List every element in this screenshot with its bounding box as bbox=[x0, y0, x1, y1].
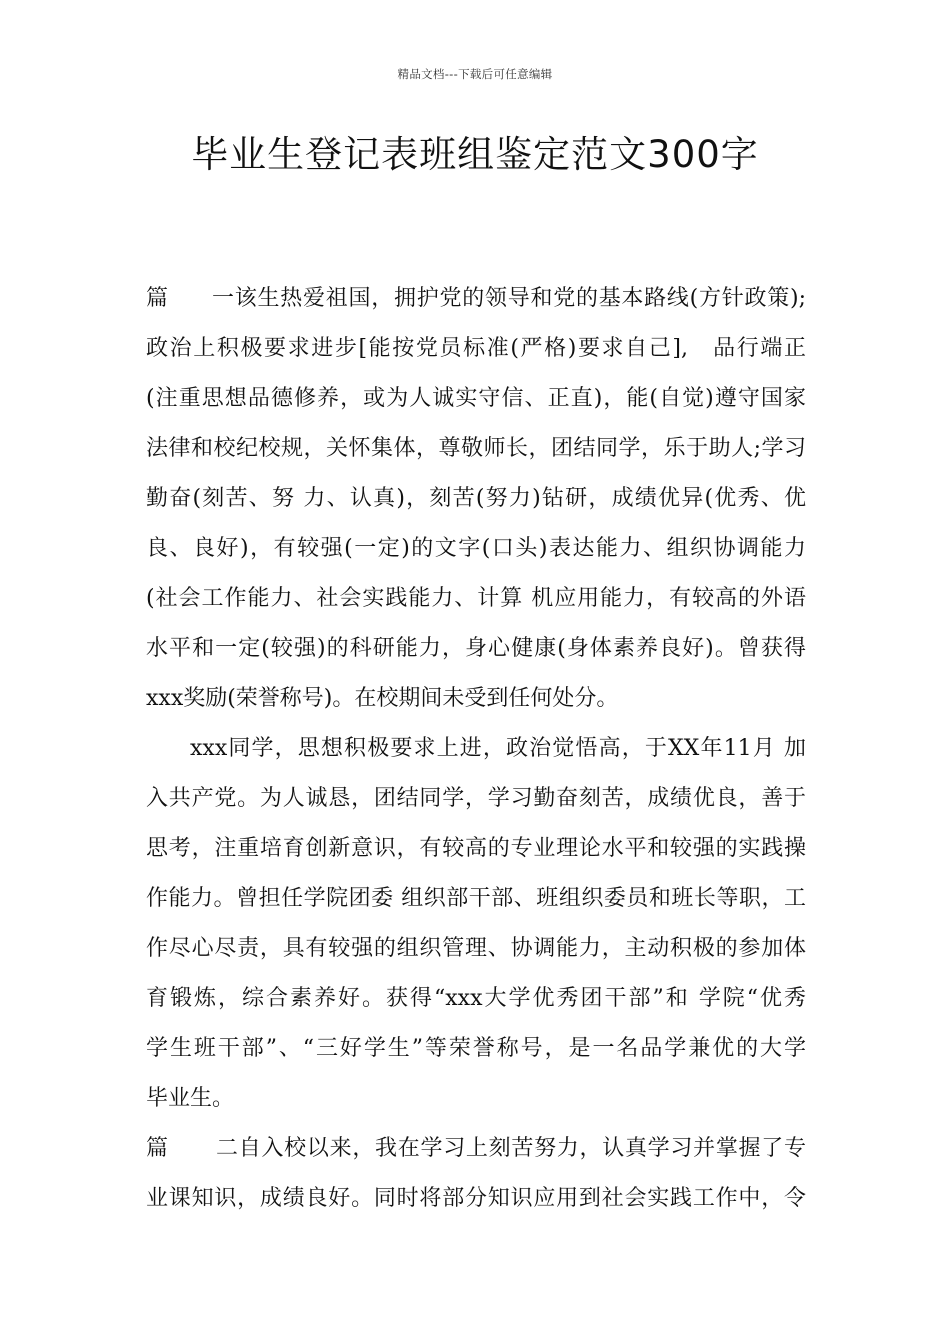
paragraph-line: 入共产党。为人诚恳，团结同学，学习勤奋刻苦，成绩优良，善于 bbox=[146, 786, 806, 811]
paragraph-line: 学生班干部”、“三好学生”等荣誉称号，是一名品学兼优的大学 bbox=[146, 1036, 806, 1061]
section2-label: 篇二 bbox=[146, 1136, 238, 1161]
paragraph-line: 作尽心尽责，具有较强的组织管理、协调能力，主动积极的参加体 bbox=[146, 936, 806, 961]
document-title: 毕业生登记表班组鉴定范文300字 bbox=[191, 133, 759, 176]
paragraph-last-line: xxx奖励(荣誉称号)。在校期间未受到任何处分。 bbox=[146, 686, 619, 711]
paragraph-line: 育锻炼，综合素养好。获得“xxx大学优秀团干部”和 学院“优秀 bbox=[146, 986, 806, 1011]
paragraph-line: 良、良好)，有较强(一定)的文字(口头)表达能力、组织协调能力 bbox=[146, 536, 806, 561]
section1-label: 篇一 bbox=[146, 286, 234, 311]
paragraph-line: 作能力。曾担任学院团委 组织部干部、班组织委员和班长等职，工 bbox=[146, 886, 806, 911]
paragraph-line: 业课知识，成绩良好。同时将部分知识应用到社会实践工作中，令 bbox=[146, 1186, 806, 1211]
paragraph-line: (社会工作能力、社会实践能力、计算 机应用能力，有较高的外语 bbox=[146, 586, 806, 611]
paragraph-line: 政治上积极要求进步[能按党员标准(严格)要求自己], 品行端正 bbox=[146, 336, 806, 361]
paragraph-line: (注重思想品德修养，或为人诚实守信、正直)，能(自觉)遵守国家 bbox=[146, 386, 806, 411]
paragraph-line: 法律和校纪校规，关怀集体，尊敬师长，团结同学，乐于助人;学习 bbox=[146, 436, 806, 461]
section2-first-line-text: 自入校以来，我在学习上刻苦努力，认真学习并掌握了专 bbox=[238, 1136, 806, 1161]
header-note: 精品文档---下载后可任意编辑 bbox=[397, 67, 553, 81]
section2-first-line bbox=[146, 1134, 806, 1164]
section1-first-line-text: 该生热爱祖国，拥护党的领导和党的基本路线(方针政策); bbox=[234, 286, 806, 311]
paragraph-line: 勤奋(刻苦、努 力、认真)，刻苦(努力)钻研，成绩优异(优秀、优 bbox=[146, 486, 806, 511]
paragraph-first-line: xxx同学，思想积极要求上进，政治觉悟高，于XX年11月 加 bbox=[190, 736, 806, 761]
section1-first-line bbox=[146, 284, 806, 314]
paragraph-line: 水平和一定(较强)的科研能力，身心健康(身体素养良好)。曾获得 bbox=[146, 636, 806, 661]
paragraph-last-line: 毕业生。 bbox=[146, 1086, 235, 1111]
paragraph-line: 思考，注重培育创新意识，有较高的专业理论水平和较强的实践操 bbox=[146, 836, 806, 861]
